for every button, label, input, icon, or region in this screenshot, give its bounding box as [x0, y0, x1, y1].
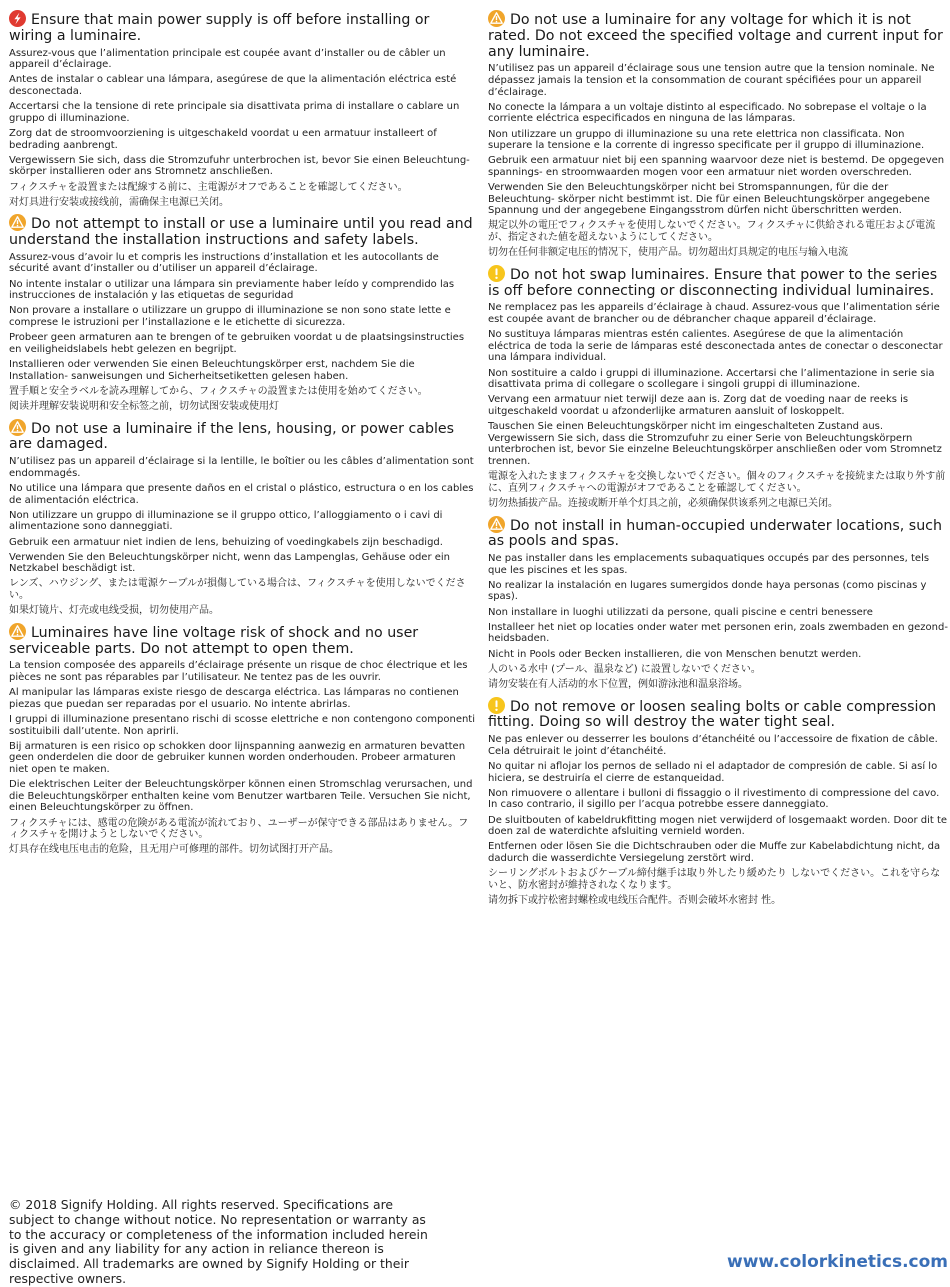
translation-paragraph: De sluitbouten of kabeldrukfitting mogen niet verwijderd of losgemaakt worden. Door dit te doen zal de waterdichte afsluiting vernield worden. [488, 814, 948, 838]
translation-paragraph: Ne pas enlever ou desserrer les boulons d’étanchéité ou l’accessoire de fixation de câble. Cela détruirait le joint d’étanchéité. [488, 734, 938, 757]
translation-paragraph: Vergewissern Sie sich, dass die Stromzufuhr unterbrochen ist, bevor Sie einen Beleuchtung- skörper installieren oder ans Stromnetz anschließen. [9, 154, 470, 178]
caution-icon [488, 697, 505, 714]
warning-section [9, 10, 475, 208]
translation-paragraph: Zorg dat de stroomvoorziening is uitgeschakeld voordat u een armatuur installeert of bedrading aanbrengt. [9, 127, 437, 151]
translation-paragraph: No sustituya lámparas mientras estén calientes. Asegúrese de que la alimentación eléctrica de toda la serie de lámparas esté desconectada antes de conectar o desconectar una lámpara individual. [488, 329, 943, 364]
translation-paragraph: 阅读并理解安装说明和安全标签之前，切勿试图安装或使用灯 [9, 400, 279, 412]
left-column [9, 10, 475, 862]
warning-section [9, 623, 475, 856]
warning-heading [488, 265, 948, 300]
translation-paragraph: Ne pas installer dans les emplacements subaquatiques occupés par des personnes, tels que les piscines et les spas. [488, 553, 930, 576]
translation-paragraph: Non installare in luoghi utilizzati da persone, quali piscine e centri benessere [488, 606, 873, 618]
translation-paragraph: Installieren oder verwenden Sie einen Beleuchtungskörper erst, nachdem Sie die Installation- sanweisungen und Sicherheitsetiketten gelesen haben. [9, 359, 415, 382]
translation-paragraph: N’utilisez pas un appareil d’éclairage sous une tension autre que la tension nominale. Ne dépassez jamais la tension et la consommation de courant spécifiées pour un appareil d’éclairage. [488, 63, 935, 98]
translation-paragraph: Entfernen oder lösen Sie die Dichtschrauben oder die Muffe zur Kabelabdichtung nicht, da dadurch die wasserdichte Versiegelung zerstört wird. [488, 841, 941, 864]
translation-paragraph: Al manipular las lámparas existe riesgo de descarga eléctrica. Las lámparas no contienen piezas que puedan ser reparadas por el usuario. No intente abrirlas. [9, 687, 459, 710]
translation-paragraph: 切勿在任何非额定电压的情况下，使用产品。切勿超出灯具规定的电压与输入电流 [488, 247, 848, 259]
translation-paragraph: Nicht in Pools oder Becken installieren, die von Menschen benutzt werden. [488, 648, 862, 660]
translation-paragraph: Non provare a installare o utilizzare un gruppo di illuminazione se non sono state lette e comprese le istruzioni per l’installazione e le etichette di sicurezza. [9, 305, 451, 329]
translation-paragraph: フィクスチャを設置または配線する前に、主電源がオフであることを確認してください。 [9, 181, 408, 193]
translation-paragraph: 如果灯镜片、灯壳或电线受损，切勿使用产品。 [9, 605, 219, 617]
translation-paragraph: 電源を入れたままフィクスチャを交換しないでください。個々のフィクスチャを接続または取り外す前に、直列フィクスチャへの電源がオフであることを確認してください。 [488, 471, 946, 494]
warning-icon [9, 419, 26, 436]
translation-paragraph: No intente instalar o utilizar una lámpara sin previamente haber leído y comprendido las instrucciones de instalación y las etiquetas de seguridad [9, 278, 455, 302]
translation-paragraph: I gruppi di illuminazione presentano rischi di scosse elettriche e non contengono componenti sostituibili dall’utente. Non aprirli. [9, 714, 476, 737]
translation-paragraph: Probeer geen armaturen aan te brengen of te gebruiken voordat u de plaatsingsinstructies en veiligheidslabels hebt gelezen en begrijpt. [9, 332, 465, 355]
warning-icon [9, 623, 26, 640]
translation-paragraph: Antes de instalar o cablear una lámpara, asegúrese de que la alimentación eléctrica esté desconectada. [9, 74, 457, 97]
warning-heading [9, 214, 475, 249]
translation-paragraph: シーリングボルトおよびケーブル締付継手は取り外したり緩めたり しないでください。これを守らないと、防水密封が維持されなくなります。 [488, 868, 941, 891]
translation-paragraph: Tauschen Sie einen Beleuchtungskörper nicht im eingeschalteten Zustand aus. Vergewissern Sie sich, dass die Stromzufuhr zu einer Serie von Beleuchtungskörpern unterbrochen ist, bevor Sie einzelne Beleuchtungskörper anschließen oder vom Stromnetz trennen. [488, 421, 942, 467]
warning-icon [488, 10, 505, 27]
translation-paragraph: Gebruik een armatuur niet indien de lens, behuizing of voedingkabels zijn beschadigd. [9, 536, 443, 548]
translation-paragraph: 对灯具进行安装或接线前，需确保主电源已关闭。 [9, 196, 229, 208]
translation-paragraph: Ne remplacez pas les appareils d’éclairage à chaud. Assurez-vous que l’alimentation série est coupée avant de brancher ou de débrancher chaque appareil d’éclairage. [488, 302, 940, 326]
warning-heading-text: Do not install in human-occupied underwater locations, such as pools and spas. [488, 517, 942, 550]
shock-icon [9, 10, 26, 27]
warning-heading [9, 10, 475, 45]
translation-paragraph: Non rimuovere o allentare i bulloni di fissaggio o il rivestimento di compressione del cavo. In caso contrario, il sigillo per l’acqua potrebbe essere danneggiato. [488, 787, 940, 811]
translation-paragraph: 请勿安装在有人活动的水下位置，例如游泳池和温泉浴场。 [488, 679, 748, 691]
warning-heading-text: Do not remove or loosen sealing bolts or cable compression fitting. Doing so will destroy the water tight seal. [488, 698, 937, 731]
website-link[interactable]: www.colorkinetics.com [727, 1252, 948, 1272]
warning-heading [9, 623, 475, 658]
warning-heading [9, 419, 475, 454]
warning-icon [9, 214, 26, 231]
warning-section [488, 516, 948, 691]
translation-paragraph: 規定以外の電圧でフィクスチャを使用しないでください。フィクスチャに供給される電圧および電流が、指定された値を超えないようにしてください。 [488, 220, 936, 244]
warning-section [488, 10, 948, 259]
warning-heading-text: Do not hot swap luminaires. Ensure that power to the series is off before connecting or disconnecting individual luminaires. [488, 266, 938, 299]
warning-section [9, 214, 475, 412]
translation-paragraph: 人のいる水中 (プール、温泉など) に設置しないでください。 [488, 663, 761, 675]
translation-paragraph: 请勿拆下或拧松密封螺栓或电线压合配件。否则会破坏水密封 性。 [488, 894, 782, 906]
warning-heading [488, 516, 948, 551]
translation-paragraph: 灯具存在线电压电击的危险，且无用户可修理的部件。切勿试图打开产品。 [9, 844, 339, 856]
warning-heading [488, 697, 948, 732]
translation-paragraph: Accertarsi che la tensione di rete principale sia disattivata prima di installare o cablare un gruppo di illuminazione. [9, 101, 460, 124]
translation-paragraph: 切勿热插拔产品。连接或断开单个灯具之前，必须确保供该系列之电源已关闭。 [488, 497, 838, 509]
warning-heading-text: Do not attempt to install or use a luminaire until you read and understand the installation instructions and safety labels. [9, 216, 473, 249]
translation-paragraph: Installeer het niet op locaties onder water met personen erin, zoals zwembaden en gezond- heidsbaden. [488, 621, 948, 645]
right-column [488, 10, 948, 912]
translation-paragraph: Assurez-vous que l’alimentation principale est coupée avant d’installer ou de câbler un appareil d’éclairage. [9, 47, 446, 71]
translation-paragraph: Verwenden Sie den Beleuchtungskörper nicht bei Stromspannungen, für die der Beleuchtung- skörper nicht bestimmt ist. Die für einen Beleuchtungskörper angegebene Spannung und der angegebene Eingangsstrom dürfen nicht überschritten werden. [488, 182, 930, 217]
translation-paragraph: レンズ、ハウジング、または電源ケーブルが損傷している場合は、フィクスチャを使用しないでください。 [9, 578, 466, 602]
warning-section [9, 419, 475, 617]
translation-paragraph: Non utilizzare un gruppo di illuminazione se il gruppo ottico, l’alloggiamento o i cavi di alimentazione sono danneggiati. [9, 509, 443, 533]
translation-paragraph: Verwenden Sie den Beleuchtungskörper nicht, wenn das Lampenglas, Gehäuse oder ein Netzkabel beschädigt ist. [9, 551, 451, 575]
translation-paragraph: フィクスチャには、感電の危険がある電流が流れており、ユーザーが保守できる部品はありません。フィクスチャを開けようとしないでください。 [9, 817, 469, 841]
translation-paragraph: Bij armaturen is een risico op schokken door lijnspanning aanwezig en armaturen bevatten geen onderdelen die door de gebruiker kunnen worden onderhouden. Probeer armaturen niet open te maken. [9, 740, 466, 775]
warning-heading-text: Do not use a luminaire if the lens, housing, or power cables are damaged. [9, 420, 455, 453]
warning-heading-text: Luminaires have line voltage risk of shock and no user serviceable parts. Do not attempt to open them. [9, 624, 419, 657]
warning-section [488, 697, 948, 907]
translation-paragraph: N’utilisez pas un appareil d’éclairage si la lentille, le boîtier ou les câbles d’alimentation sont endommagés. [9, 456, 474, 479]
translation-paragraph: No quitar ni aflojar los pernos de sellado ni el adaptador de compresión de cable. Si así lo hiciera, se destruiría el cierre de estanqueidad. [488, 760, 938, 784]
translation-paragraph: Vervang een armatuur niet terwijl deze aan is. Zorg dat de voeding naar de reeks is uitgeschakeld voordat u afzonderlijke armaturen aansluit of loskoppelt. [488, 394, 909, 417]
warning-heading-text: Do not use a luminaire for any voltage for which it is not rated. Do not exceed the specified voltage and current input for any luminaire. [488, 12, 943, 60]
translation-paragraph: La tension composée des appareils d’éclairage présente un risque de choc électrique et les pièces ne sont pas réparables par l’utilisateur. Ne tentez pas de les ouvrir. [9, 660, 468, 684]
translation-paragraph: Non utilizzare un gruppo di illuminazione su una rete elettrica non classificata. Non superare la tensione e la corrente di ingresso specificate per il gruppo di illuminazione. [488, 128, 925, 152]
translation-paragraph: Die elektrischen Leiter der Beleuchtungskörper können einen Stromschlag verursachen, und die Beleuchtungskörper enthalten keine vom Benutzer wartbaren Teile. Versuchen Sie nicht, einen Beleuchtungskörper zu öffnen. [9, 779, 473, 814]
warning-icon [488, 516, 505, 533]
translation-paragraph: Assurez-vous d’avoir lu et compris les instructions d’installation et les autocollants de sécurité avant d’installer ou d’utiliser un appareil d’éclairage. [9, 251, 439, 275]
translation-paragraph: No utilice una lámpara que presente daños en el cristal o plástico, estructura o en los cables de alimentación eléctrica. [9, 482, 474, 506]
translation-paragraph: No realizar la instalación en lugares sumergidos donde haya personas (como piscinas y spas). [488, 579, 927, 603]
warning-heading-text: Ensure that main power supply is off before installing or wiring a luminaire. [9, 12, 430, 44]
caution-icon [488, 265, 505, 282]
warning-section [488, 265, 948, 510]
translation-paragraph: 置手順と安全ラベルを読み理解してから、フィクスチャの設置または使用を始めてください。 [9, 385, 428, 397]
translation-paragraph: Gebruik een armatuur niet bij een spanning waarvoor deze niet is bestemd. De opgegeven spannings- en stroomwaarden mogen voor een armatuur niet worden overschreden. [488, 155, 945, 178]
legal-notice: © 2018 Signify Holding. All rights reserved. Specifications are subject to change without notice. No representation or warranty as to the accuracy or completeness of the information included herein is given and any liability for any action in reliance thereon is disclaimed. All trademarks are owned by Signify Holding or their respective owners. [9, 1197, 428, 1286]
warning-heading [488, 10, 948, 60]
translation-paragraph: No conecte la lámpara a un voltaje distinto al especificado. No sobrepase el voltaje o la corriente eléctrica especificados en ninguna de las lámparas. [488, 101, 927, 125]
translation-paragraph: Non sostituire a caldo i gruppi di illuminazione. Accertarsi che l’alimentazione in serie sia disattivata prima di collegare o scollegare i singoli gruppi di illuminazione. [488, 367, 935, 391]
